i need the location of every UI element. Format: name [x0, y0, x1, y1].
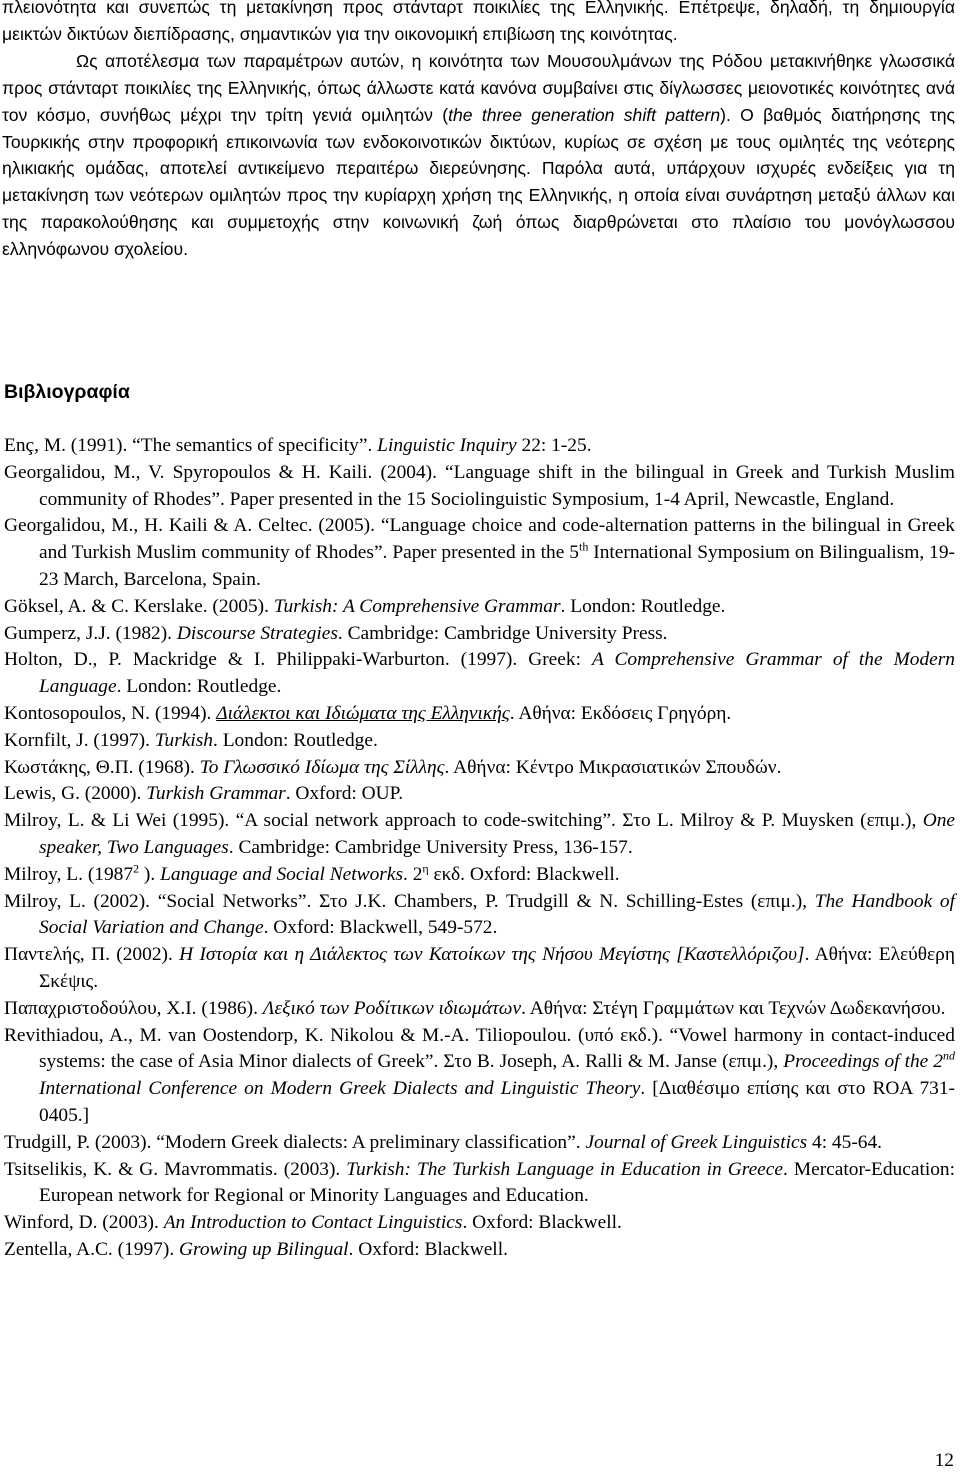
reference-item: Revithiadou, A., M. van Oostendorp, K. Nikolou & M.-A. Tiliopoulou. (υπό εκδ.). “Vowel harmony in contact-induced systems: the case of Asia Minor dialects of Greek”. Στο B. Joseph, A. Ralli & M. Janse (επιμ.), Proceedings of the 2nd International Conference on Modern Greek Dialects and Linguistic Theory. [Διαθέσιμο επίσης και στο ROA 731-0405.]	[4, 1024, 955, 1126]
paragraph-italic-term: the three generation shift pattern	[448, 104, 721, 125]
page-number: 12	[934, 1450, 954, 1471]
reference-item: Milroy, L. & Li Wei (1995). “A social network approach to code-switching”. Στο L. Milroy & P. Muysken (επιμ.), One speaker, Two Languages. Cambridge: Cambridge University Press, 136-157.	[4, 810, 955, 858]
paragraph-continuation	[2, 0, 955, 48]
paragraph-language-shift	[2, 48, 955, 263]
bibliography-heading: Βιβλιογραφία	[4, 381, 130, 403]
reference-item: Georgalidou, M., H. Kaili & A. Celtec. (2005). “Language choice and code-alternation patterns in the bilingual in Greek and Turkish Muslim community of Rhodes”. Paper presented in the 5th International Symposium on Bilingualism, 19-23 March, Barcelona, Spain.	[4, 515, 955, 590]
reference-item: Zentella, A.C. (1997). Growing up Bilingual. Oxford: Blackwell.	[4, 1238, 508, 1260]
paragraph-text: ). Ο βαθμός διατήρησης της Τουρκικής στην προφορική επικοινωνία των ενδοκοινοτικών δικτύων, κυρίως σε σχέση με τους ομιλητές της νεότερης ηλικιακής ομάδας, αποτελεί αντικείμενο περαιτέρω διερεύνησης. Παρόλα αυτά, υπάρχουν ισχυρές ενδείξεις για τη μετακίνηση των νεότερων ομιλητών προς την κυρίαρχη χρήση της Ελληνικής, η οποία είναι συνάρτηση μεταξύ άλλων και της παρακολούθησης και συμμετοχής στην κοινωνική ζωή όπως διαρθρώνεται στο πλαίσιο του μονόγλωσσου ελληνόφωνου σχολείου.	[2, 104, 955, 260]
reference-item: Kornfilt, J. (1997). Turkish. London: Routledge.	[4, 729, 378, 751]
reference-item: Enç, M. (1991). “The semantics of specificity”. Linguistic Inquiry 22: 1-25.	[4, 435, 592, 456]
reference-item: Holton, D., P. Mackridge & I. Philippaki-Warburton. (1997). Greek: A Comprehensive Grammar of the Modern Language. London: Routledge.	[4, 649, 955, 698]
reference-item: Milroy, L. (2002). “Social Networks”. Στο J.K. Chambers, P. Trudgill & N. Schilling-Estes (επιμ.), The Handbook of Social Variation and Change. Oxford: Blackwell, 549-572.	[4, 890, 955, 939]
reference-item: Παπαχριστοδούλου, Χ.Ι. (1986). Λεξικό των Ροδίτικων ιδιωμάτων. Αθήνα: Στέγη Γραμμάτων και Τεχνών Δωδεκανήσου.	[4, 997, 946, 1019]
reference-item: Winford, D. (2003). An Introduction to Contact Linguistics. Oxford: Blackwell.	[4, 1212, 622, 1234]
reference-item: Gumperz, J.J. (1982). Discourse Strategies. Cambridge: Cambridge University Press.	[4, 622, 668, 644]
reference-item: Tsitselikis, K. & G. Mavrommatis. (2003). Turkish: The Turkish Language in Education in Greece. Mercator-Education: European network for Regional or Minority Languages and Education.	[4, 1158, 956, 1207]
reference-item: Kontosopoulos, N. (1994). Διάλεκτοι και Ιδιώματα της Ελληνικής. Αθήνα: Εκδόσεις Γρηγόρη.	[4, 702, 732, 724]
reference-item: Παντελής, Π. (2002). Η Ιστορία και η Διάλεκτος των Κατοίκων της Νήσου Μεγίστης [Καστελλόριζου]. Αθήνα: Ελεύθερη Σκέψις.	[4, 944, 955, 992]
reference-list	[4, 433, 955, 1264]
reference-item: Lewis, G. (2000). Turkish Grammar. Oxford: OUP.	[4, 783, 404, 805]
reference-item: Trudgill, P. (2003). “Modern Greek dialects: A preliminary classification”. Journal of Greek Linguistics 4: 45-64.	[4, 1131, 883, 1153]
reference-item: Κωστάκης, Θ.Π. (1968). Το Γλωσσικό Ιδίωμα της Σίλλης. Αθήνα: Κέντρο Μικρασιατικών Σπουδών.	[4, 756, 782, 778]
paragraph-text: Ως αποτέλεσμα των παραμέτρων αυτών, η κοινότητα των Μουσουλμάνων της Ρόδου μετακινήθηκε γλωσσικά προς στάνταρτ ποικιλίες της Ελληνικής, όπως άλλωστε κατά κανόνα συμβαίνει στις δίγλωσσες μειονοτικές κοινότητες ανά τον κόσμο, συνήθως μέχρι την τρίτη γενιά ομιλητών (	[2, 50, 955, 125]
paragraph-text: πλειονότητα και συνεπώς τη μετακίνηση προς στάνταρτ ποικιλίες της Ελληνικής. Επέτρεψε, δηλαδή, τη δημιουργία μεικτών δικτύων διεπίδρασης, σημαντικών για την οικονομική επιβίωση της κοινότητας.	[2, 0, 955, 44]
reference-item: Georgalidou, M., V. Spyropoulos & H. Kaili. (2004). “Language shift in the bilingual in Greek and Turkish Muslim community of Rhodes”. Paper presented in the 15 Sociolinguistic Symposium, 1-4 April, Newcastle, England.	[4, 461, 955, 510]
reference-item: Milroy, L. (1987$^2$ ). Language and Social Networks. $2^\eta$ εκδ. Oxford: Blackwell.	[4, 861, 620, 885]
reference-item: Göksel, A. & C. Kerslake. (2005). Turkish: A Comprehensive Grammar. London: Routledge.	[4, 595, 726, 617]
